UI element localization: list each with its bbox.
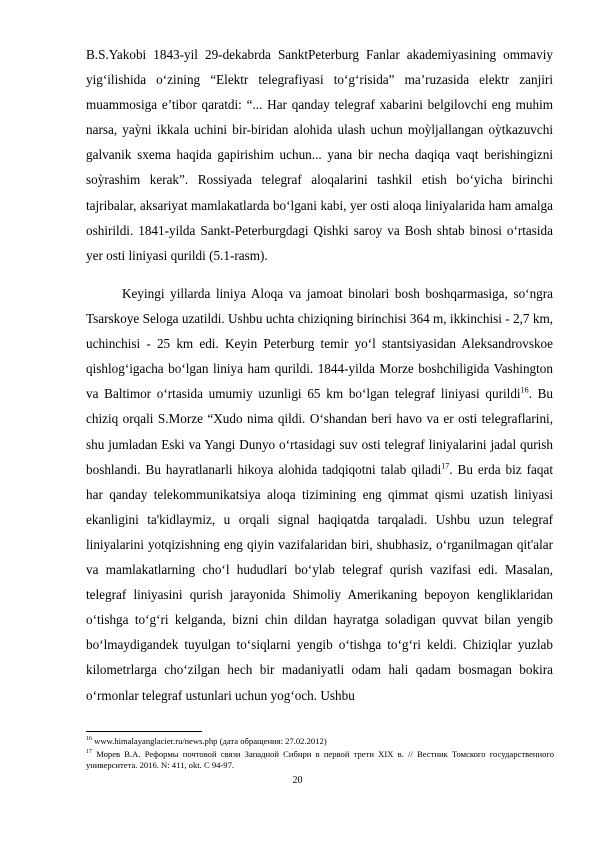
footnote-number: 17 xyxy=(86,749,92,756)
paragraph-2-part-1: Keyingi yillarda liniya Aloqa va jamoat binolari bosh boshqarmasiga, so‘ngra Tsarskoye Seloga uzatildi. Ushbu uchta chiziqning birinchisi 364 m, ikkinchisi - 2,7 km, uchinchisi - 25 km edi. Keyin Peterburg temir yo‘l stantsiyasidan Aleksandrovskoe qishlog‘igacha bo‘lgan liniya ham qurildi. 1844-yilda Morze boshchiligida Vashington va Baltimor o‘rtasida umumiy uzunligi 65 km bo‘lgan telegraf liniyasi qurildi xyxy=(86,286,553,402)
page-number: 20 xyxy=(292,775,303,786)
paragraph-1: B.S.Yakobi 1843-yil 29-dekabrda SanktPeterburg Fanlar akademiyasining ommaviy yig‘ilishida o‘zining “Elektr telegrafiyasi to‘g‘risida” ma’ruzasida elektr zanjiri muammosiga e’tibor qaratdi: “... Har qanday telegraf xabarini belgilovchi eng muhim narsa, yaỳni ikkala uchini bir-biridan alohida ulash uchun moỳljallangan oỳtkazuvchi galvanik sxema haqida gapirishim uchun... yana bir necha daqiqa vaqt berishingizni soỳrashim kerak”. Rossiyada telegraf aloqalarini tashkil etish bo‘yicha birinchi tajribalar, aksariyat mamlakatlarda bo‘lgani kabi, yer osti aloqa liniyalarida ham amalga oshirildi. 1841-yilda Sankt-Peterburgdagi Qishki saroy va Bosh shtab binosi o‘rtasida yer osti liniyasi qurildi (5.1-rasm). xyxy=(86,47,553,263)
footnote-number: 16 xyxy=(86,736,92,743)
paragraph-2 xyxy=(86,281,553,708)
footnote-16 xyxy=(86,736,554,747)
footnote-text: www.himalayanglacier.ru/news.php (дата обращения: 27.02.2012) xyxy=(92,736,327,746)
footnote-17 xyxy=(86,749,554,770)
paragraph-2-part-2: . Bu chiziq orqali S.Morze “Xudo nima qildi. O‘shandan beri havo va er osti telegraflarini, shu jumladan Eski va Yangi Dunyo o‘rtasidagi suv osti telegraf liniyalarini jadal qurish boshlandi. Bu hayratlanarli hikoya alohida tadqiqotni talab qiladi xyxy=(86,386,553,477)
footnote-separator xyxy=(86,731,202,732)
footnote-ref-17[interactable]: 17 xyxy=(441,461,450,471)
footnote-text: Морев В.А. Реформы почтовой связи Западной Сибири в первой трети XIX в. // Вестник Томского государственного университета. 2016. N: 411, okt. С 94-97. xyxy=(86,749,554,770)
footnote-ref-16[interactable]: 16 xyxy=(520,385,529,395)
paragraph-2-part-3: . Bu erda biz faqat har qanday telekommunikatsiya aloqa tizimining eng qimmat qismi uzatish liniyasi ekanligini ta'kidlaymiz, u orqali signal haqiqatda tarqaladi. Ushbu uzun telegraf liniyalarini yotqizishning eng qiyin vazifalaridan biri, shubhasiz, o‘rganilmagan qit'alar va mamlakatlarning cho‘l hududlari bo‘ylab telegraf qurish vazifasi edi. Masalan, telegraf liniyasini qurish jarayonida Shimoliy Amerikaning bepoyon kengliklaridan o‘tishga to‘g‘ri kelganda, bizni chin dildan hayratga soladigan quvvat bilan yengib bo‘lmaydigandek tuyulgan to‘siqlarni yengib o‘tishga to‘g‘ri keldi. Chiziqlar yuzlab kilometrlarga cho‘zilgan hech bir madaniyatli odam hali qadam bosmagan bokira o‘rmonlar telegraf ustunlari uchun yog‘och. Ushbu xyxy=(86,461,553,703)
